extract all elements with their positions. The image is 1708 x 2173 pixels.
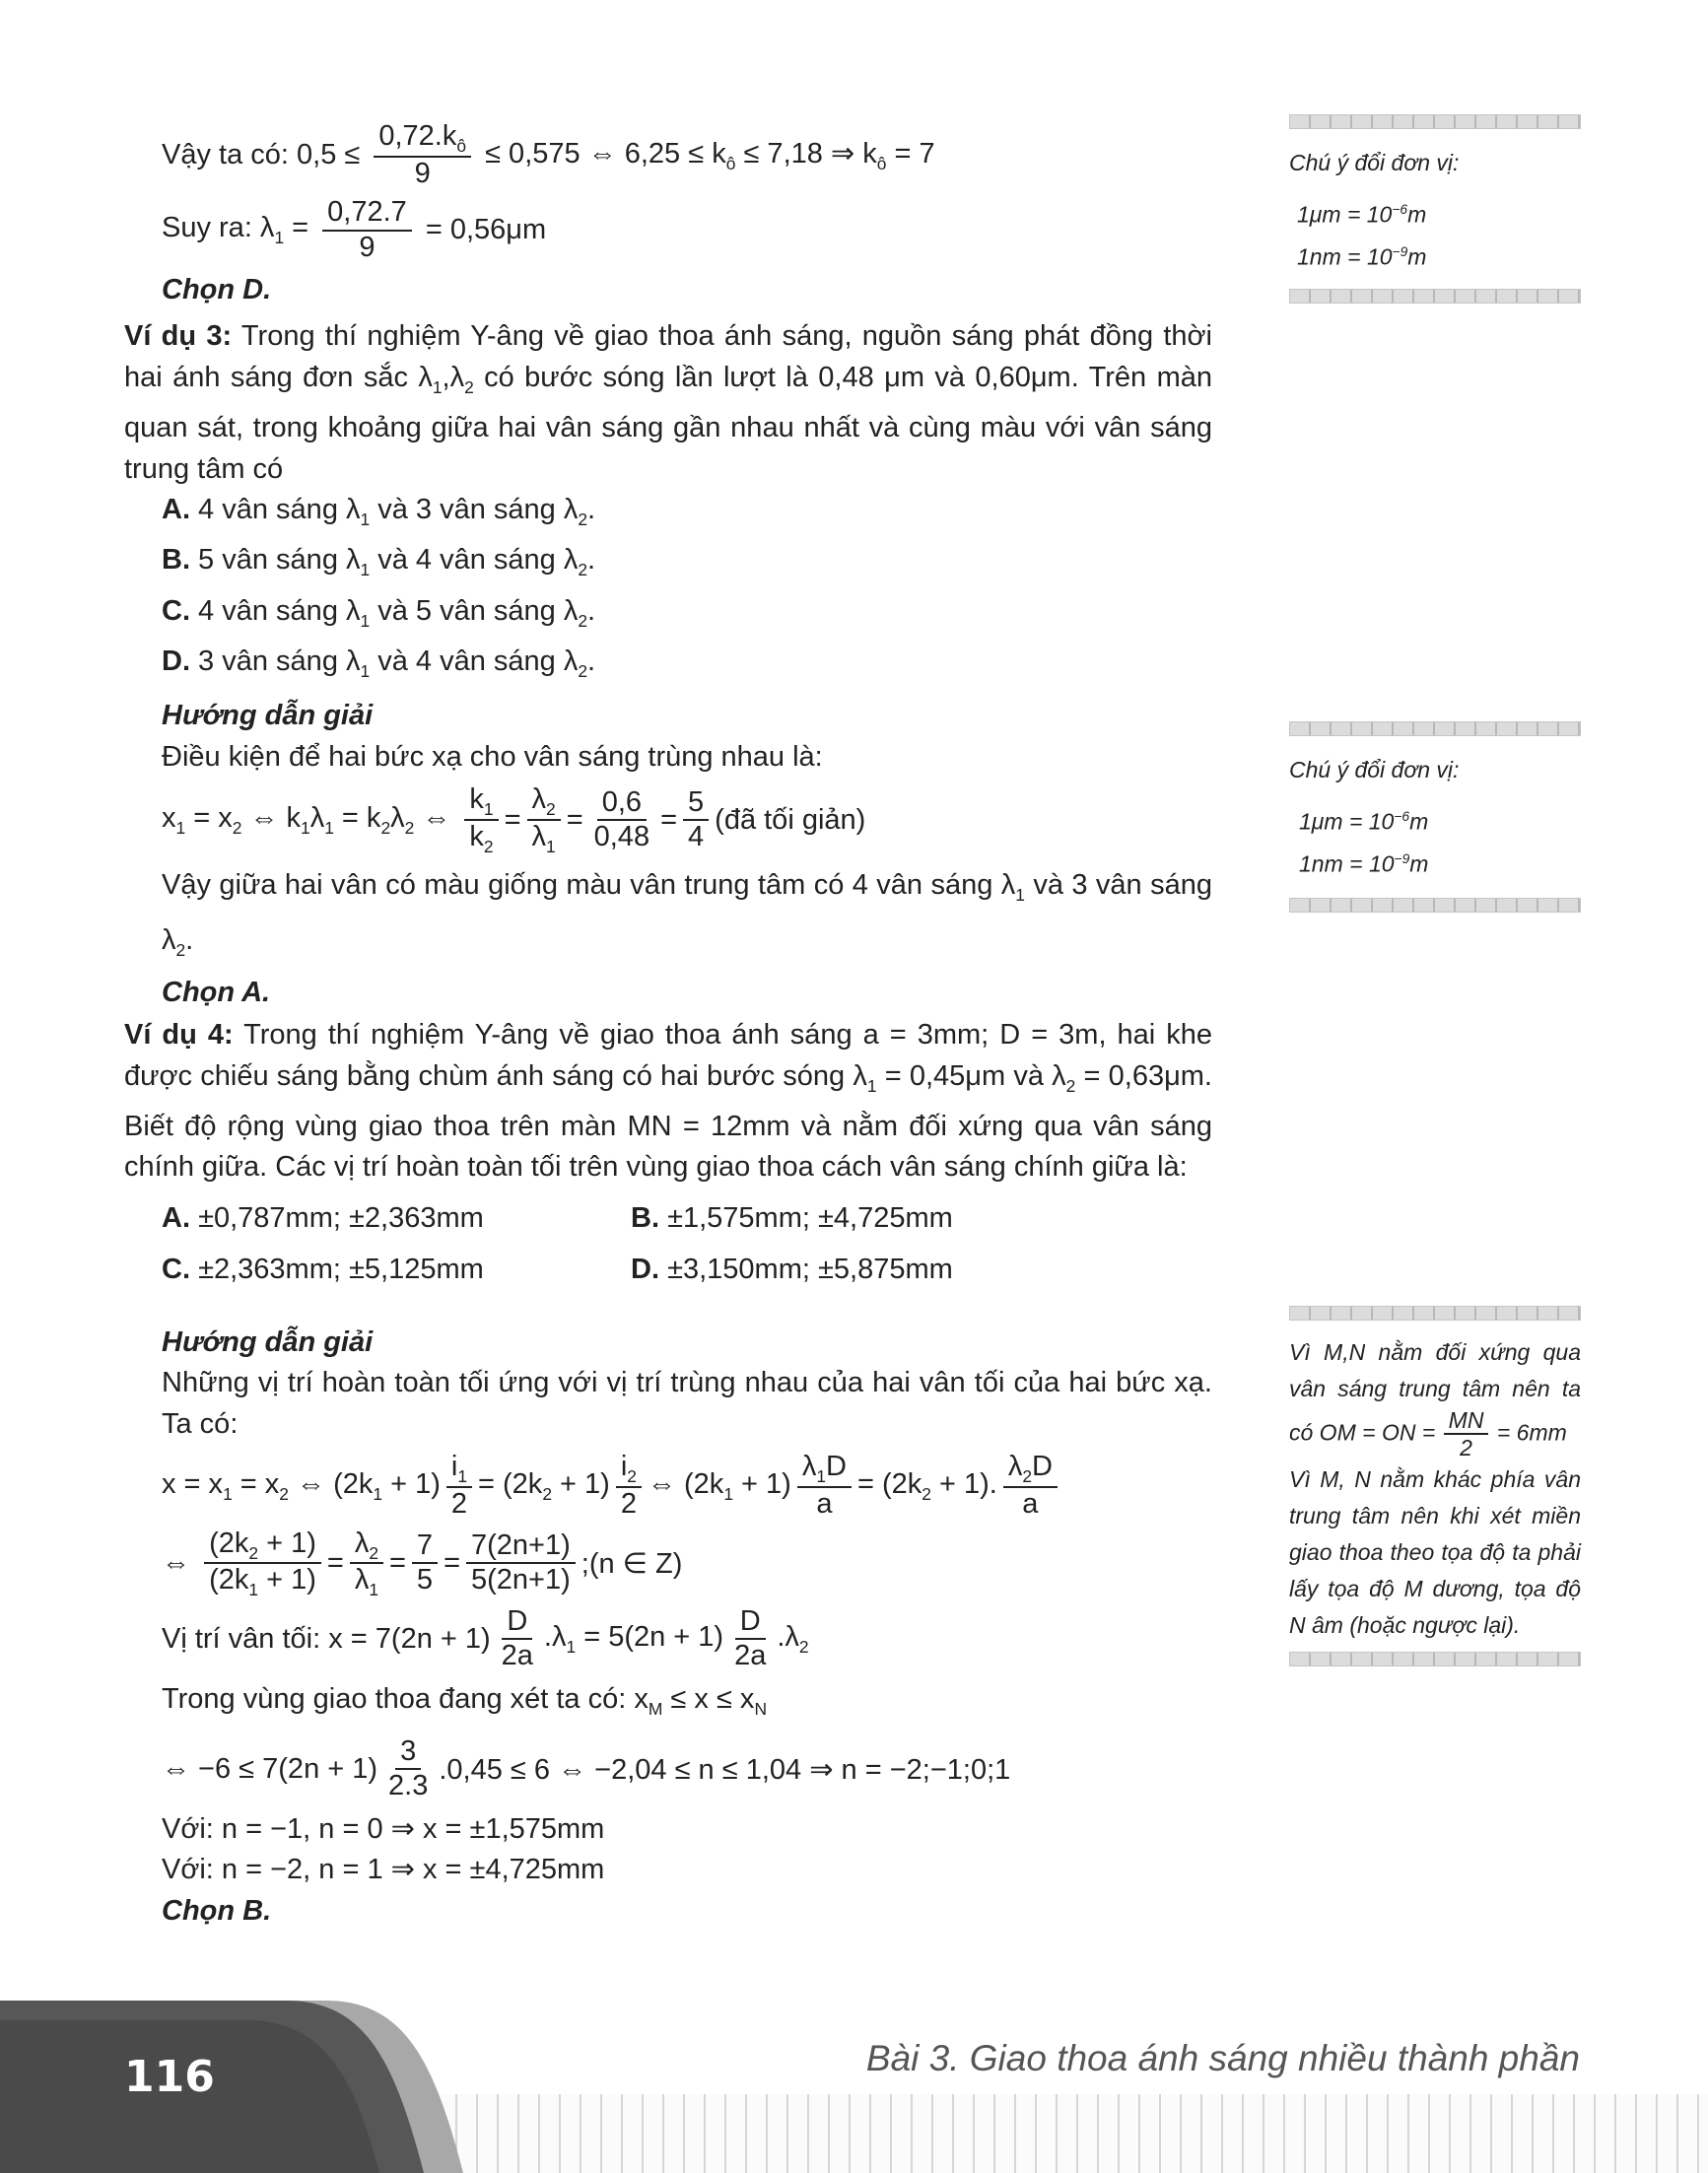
sidenote-bar — [1289, 289, 1581, 304]
example-3-option-b: B. 5 vân sáng $\lambda_1$ và 4 vân sáng $\lambda_2$. — [162, 544, 596, 580]
example-4-inequality: ⇔ −6 ≤ 7(2n + 1) $\frac{3}{2.3}$ .0,45 ≤ 6 ⇔ −2,04 ≤ n ≤ 1,04 ⇒ n = −2;−1;0;1 — [162, 1735, 1011, 1802]
example-4-option-a: A. ±0,787mm; ±2,363mm — [162, 1201, 484, 1234]
answer-choose-d: Chọn D. — [162, 273, 272, 306]
sidenote-units-1 — [1289, 114, 1581, 304]
sidenote-nm: $1nm = 10^{-9}m$ — [1299, 850, 1429, 877]
sidenote-title: Chú ý đổi đơn vị: — [1289, 150, 1460, 175]
main-content — [124, 120, 1212, 1932]
equation-k-range: Vậy ta có: 0,5 ≤ $\frac{0,72.k_ô}{9}$ ≤ 0,575 ⇔ $6,25 \le k_ô \le 7,18$ ⇒ $k_ô = 7$ — [162, 120, 935, 189]
page-footer — [0, 2001, 1708, 2173]
chapter-title: Bài 3. Giao thoa ánh sáng nhiều thành phần — [865, 2038, 1580, 2078]
sidenote-bar — [1289, 114, 1581, 129]
sidenote-mn-symmetry — [1289, 1306, 1581, 1666]
example-4-label: Ví dụ 4: — [124, 1019, 234, 1052]
example-3-condition: Điều kiện để hai bức xạ cho vân sáng trùng nhau là: — [162, 740, 823, 773]
example-4-guide-heading: Hướng dẫn giải — [162, 1325, 374, 1358]
example-4-question: Ví dụ 4: Trong thí nghiệm Y-âng về giao thoa ánh sáng a = 3mm; D = 3m, hai khe được chiếu sáng bằng chùm ánh sáng có hai bước sóng $\lambda_1 = 0,45\mu m$ và $\lambda_2 = 0,63\mu m$. Biết độ rộng vùng giao thoa trên màn MN = 12mm và nằm đối xứng qua vân sáng chính giữa. Các vị trí hoàn toàn tối trên vùng giao thoa cách vân sáng chính giữa là: — [124, 1019, 1212, 1184]
sidenote-sign-text: Vì M, N nằm khác phía vân trung tâm nên khi xét miền giao thoa theo tọa độ ta phải lấy tọa độ M dương, tọa độ N âm (hoặc ngược lại). — [1289, 1465, 1581, 1638]
example-3-equation: $x_1 = x_2$ ⇔ $k_1\lambda_1 = k_2\lambda_2$ ⇔ $\frac{k_1}{k_2}$ = $\frac{\lambda_2}{\lambda_1}$ = $\frac{0,6}{0,48}$ = $\frac{5}{4}$ (đã tối giản) — [162, 783, 866, 856]
sidenote-bar — [1289, 721, 1581, 736]
example-4-options — [124, 1192, 1212, 1295]
sidenote-bar — [1289, 1306, 1581, 1321]
example-4-equation-1: $x = x_1 = x_2$ ⇔ $(2k_1 + 1)$ $\frac{i_1}{2}$ = $(2k_2 + 1)$ $\frac{i_2}{2}$ ⇔ $(2k_1 + 1)$ $\frac{\lambda_1D}{a}$ = $(2k_2 + 1)$. $\frac{\lambda_2D}{a}$ — [162, 1451, 1212, 1521]
example-4-dark-position: Vị trí vân tối: x = 7(2n + 1) $\frac{D}{2a}$ $.\lambda_1 = 5(2n + 1)$ $\frac{D}{2a}$ $.\lambda_2$ — [162, 1605, 809, 1672]
example-4-with-2: Với: n = −2, n = 1 ⇒ x = ±4,725mm — [162, 1854, 605, 1886]
answer-choose-b: Chọn B. — [162, 1894, 272, 1927]
sidenote-nm: $1nm = 10^{-9}m$ — [1297, 243, 1427, 270]
answer-choose-a: Chọn A. — [162, 976, 271, 1008]
equation-lambda1: Suy ra: $\lambda_1$ = $\frac{0,72.7}{9}$ = 0,56μm — [162, 196, 547, 263]
example-4-option-d: D. ±3,150mm; ±5,875mm — [631, 1253, 953, 1285]
sidenote-um: $1\mu m = 10^{-6}m$ — [1297, 201, 1427, 228]
sidenote-bar — [1289, 1652, 1581, 1666]
example-4-intro: Những vị trí hoàn toàn tối ứng với vị trí trùng nhau của hai vân tối của hai bức xạ. Ta có: — [162, 1367, 1212, 1440]
example-3-guide-heading: Hướng dẫn giải — [162, 700, 374, 732]
example-4-with-1: Với: n = −1, n = 0 ⇒ x = ±1,575mm — [162, 1812, 605, 1845]
example-3-option-c: C. 4 vân sáng $\lambda_1$ và 5 vân sáng $\lambda_2$. — [162, 594, 596, 631]
example-4-option-b: B. ±1,575mm; ±4,725mm — [631, 1201, 953, 1234]
sidenote-symmetry-text: Vì M,N nằm đối xứng qua vân sáng trung tâm nên ta có OM = ON = $\frac{MN}{2}$ = 6mm — [1289, 1339, 1581, 1461]
page-number: 116 — [124, 2052, 215, 2102]
example-3-conclusion: Vậy giữa hai vân có màu giống màu vân trung tâm có 4 vân sáng $\lambda_1$ và 3 vân sáng $\lambda_2$. — [162, 868, 1212, 960]
sidenote-units-2 — [1289, 721, 1581, 913]
example-3-question: Ví dụ 3: Trong thí nghiệm Y-âng về giao thoa ánh sáng, nguồn sáng phát đồng thời hai ánh sáng đơn sắc $\lambda_1,\lambda_2$ có bước sóng lần lượt là 0,48 μm và 0,60μm. Trên màn quan sát, trong khoảng giữa hai vân sáng gần nhau nhất và cùng màu với vân sáng trung tâm có — [124, 320, 1212, 485]
footer-decoration — [0, 2001, 1708, 2173]
example-3-label: Ví dụ 3: — [124, 320, 233, 353]
sidenote-bar — [1289, 898, 1581, 913]
example-4-region: Trong vùng giao thoa đang xét ta có: $x_M \le x \le x_N$ — [162, 1682, 767, 1719]
example-4-option-c: C. ±2,363mm; ±5,125mm — [162, 1253, 484, 1285]
example-3-option-d: D. 3 vân sáng $\lambda_1$ và 4 vân sáng $\lambda_2$. — [162, 645, 596, 681]
example-4-equation-2: ⇔ $\frac{(2k_2 + 1)}{(2k_1 + 1)}$ = $\frac{\lambda_2}{\lambda_1}$ = $\frac{7}{5}$ = $\frac{7(2n+1)}{5(2n+1)}$ ;(n ∈ Z) — [162, 1527, 683, 1600]
sidenote-title: Chú ý đổi đơn vị: — [1289, 757, 1460, 782]
example-3-option-a: A. 4 vân sáng $\lambda_1$ và 3 vân sáng $\lambda_2$. — [162, 494, 596, 529]
sidenote-um: $1\mu m = 10^{-6}m$ — [1299, 808, 1429, 835]
